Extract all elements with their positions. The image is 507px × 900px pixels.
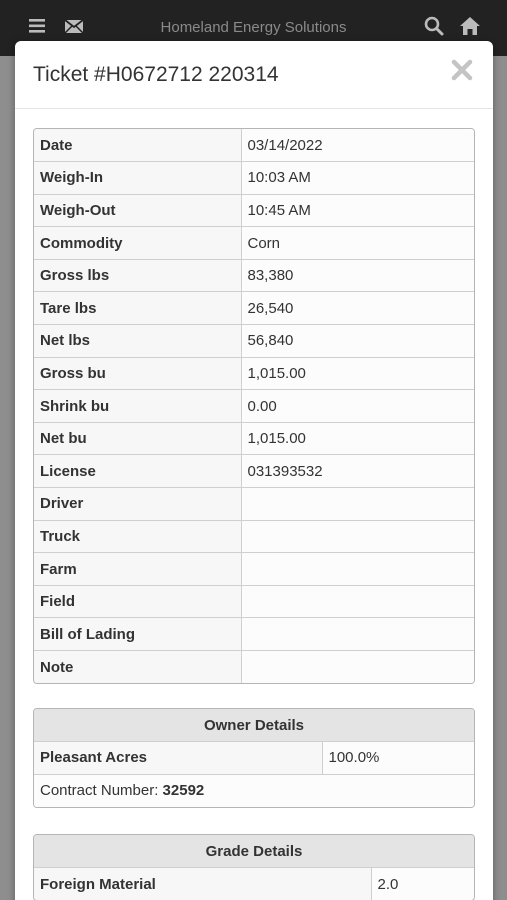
owner-name: Pleasant Acres <box>34 742 322 775</box>
contract-number-cell <box>34 774 474 807</box>
grade-details-table <box>33 834 475 900</box>
table-row <box>34 325 474 358</box>
row-label: Gross bu <box>34 357 241 390</box>
table-row <box>34 774 474 807</box>
row-value <box>241 618 474 651</box>
table-row <box>34 357 474 390</box>
row-value: 03/14/2022 <box>241 129 474 162</box>
row-label: Truck <box>34 520 241 553</box>
row-value: 1,015.00 <box>241 422 474 455</box>
table-row <box>34 129 474 162</box>
row-value: 10:03 AM <box>241 162 474 195</box>
row-value <box>241 488 474 521</box>
table-row <box>34 651 474 684</box>
row-value: 56,840 <box>241 325 474 358</box>
row-value <box>241 651 474 684</box>
row-value: 2.0 <box>371 868 474 900</box>
row-label: Date <box>34 129 241 162</box>
owner-details-heading: Owner Details <box>34 709 474 742</box>
row-value <box>241 520 474 553</box>
contract-label: Contract Number: <box>40 782 159 800</box>
row-label: Commodity <box>34 227 241 260</box>
row-label: Field <box>34 585 241 618</box>
table-row <box>34 585 474 618</box>
row-value: 1,015.00 <box>241 357 474 390</box>
row-label: Net lbs <box>34 325 241 358</box>
row-label: Bill of Lading <box>34 618 241 651</box>
table-row <box>34 390 474 423</box>
close-icon[interactable] <box>449 57 475 83</box>
row-label: Weigh-Out <box>34 194 241 227</box>
modal-title: Ticket #H0672712 220314 <box>33 63 279 86</box>
row-value <box>241 553 474 586</box>
row-value: 10:45 AM <box>241 194 474 227</box>
row-label: Gross lbs <box>34 259 241 292</box>
row-value <box>241 585 474 618</box>
row-value: 83,380 <box>241 259 474 292</box>
table-row <box>34 259 474 292</box>
table-row <box>34 455 474 488</box>
table-row <box>34 292 474 325</box>
home-icon[interactable] <box>458 14 482 38</box>
row-label: Driver <box>34 488 241 521</box>
table-row <box>34 742 474 775</box>
row-label: Net bu <box>34 422 241 455</box>
row-label: Farm <box>34 553 241 586</box>
row-label: Note <box>34 651 241 684</box>
table-row <box>34 553 474 586</box>
table-row <box>34 520 474 553</box>
ticket-details-table <box>33 128 475 684</box>
table-row <box>34 422 474 455</box>
row-value: 0.00 <box>241 390 474 423</box>
app-title: Homeland Energy Solutions <box>160 19 347 36</box>
row-label: License <box>34 455 241 488</box>
owner-share: 100.0% <box>322 742 474 775</box>
table-row <box>34 618 474 651</box>
row-value: 26,540 <box>241 292 474 325</box>
owner-details-table <box>33 708 475 808</box>
row-label: Weigh-In <box>34 162 241 195</box>
row-label: Shrink bu <box>34 390 241 423</box>
row-value: Corn <box>241 227 474 260</box>
table-row <box>34 488 474 521</box>
row-label: Tare lbs <box>34 292 241 325</box>
grade-details-heading: Grade Details <box>34 835 474 868</box>
table-row <box>34 162 474 195</box>
row-value: 031393532 <box>241 455 474 488</box>
contract-number: 32592 <box>162 782 205 800</box>
table-row <box>34 868 474 900</box>
modal-header <box>15 41 493 109</box>
table-row <box>34 227 474 260</box>
ticket-modal <box>15 41 493 900</box>
table-row <box>34 194 474 227</box>
search-icon[interactable] <box>422 14 446 38</box>
row-label: Foreign Material <box>34 868 371 900</box>
